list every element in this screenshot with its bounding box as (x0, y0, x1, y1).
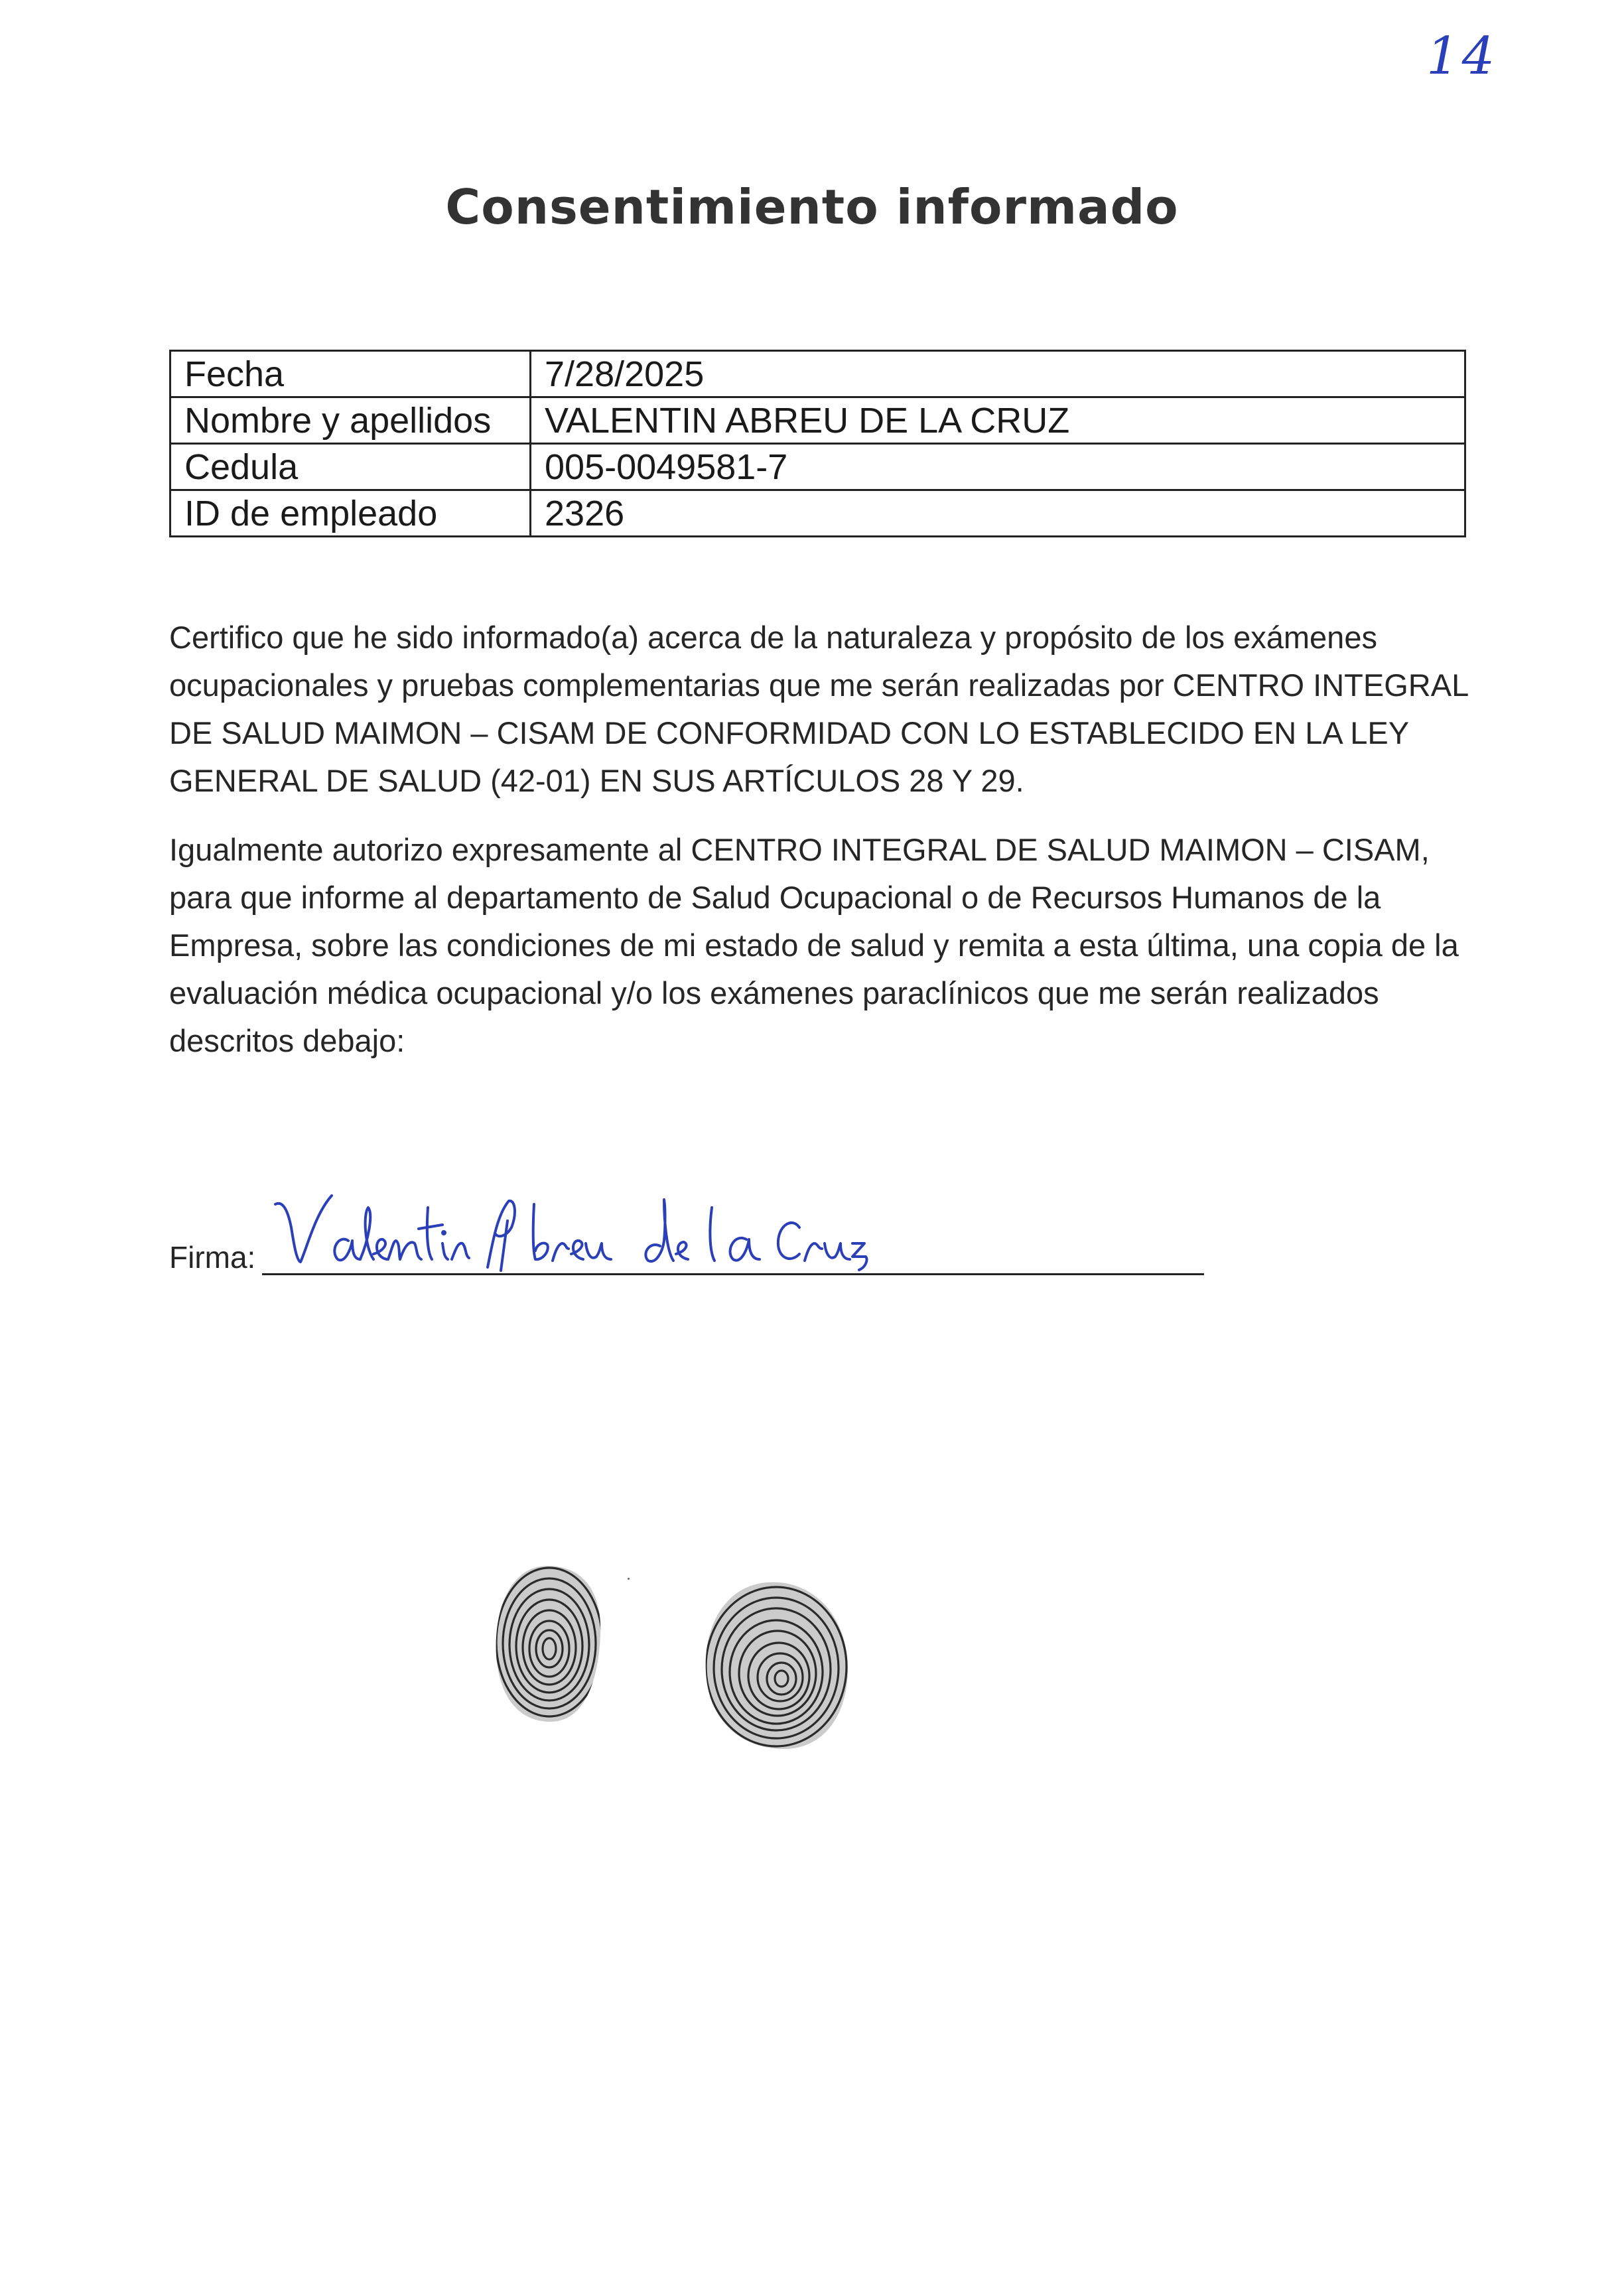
handwritten-signature (269, 1188, 932, 1274)
row-value-cedula: 005-0049581-7 (531, 444, 1465, 490)
row-label-cedula: Cedula (170, 444, 531, 490)
row-label-nombre: Nombre y apellidos (170, 397, 531, 444)
consent-paragraph-1: Certifico que he sido informado(a) acerca de la naturaleza y propósito de los exámenes ocupacionales y pruebas complementarias que me serán realizadas por CENTRO INTEGRAL DE SALUD MAIMON – CISAM DE CONFORMIDAD CON LO ESTABLECIDO EN LA LEY GENERAL DE SALUD (42-01) EN SUS ARTÍCULOS 28 Y 29. (169, 620, 1468, 798)
row-label-fecha: Fecha (170, 351, 531, 397)
table-row (170, 490, 1465, 537)
page-number-handwritten: 14 (1426, 27, 1498, 86)
info-table (169, 350, 1466, 537)
scan-speck (628, 1578, 630, 1580)
row-value-fecha: 7/28/2025 (531, 351, 1465, 397)
table-row (170, 397, 1465, 444)
fingerprint-left (491, 1563, 604, 1725)
consent-paragraph-2: Igualmente autorizo expresamente al CENTRO INTEGRAL DE SALUD MAIMON – CISAM, para que informe al departamento de Salud Ocupacional o de Recursos Humanos de la Empresa, sobre las condiciones de mi estado de salud y remita a esta última, una copia de la evaluación médica ocupacional y/o los exámenes paraclínicos que me serán realizados descritos debajo: (169, 832, 1459, 1058)
table-row (170, 351, 1465, 397)
signature-label: Firma: (169, 1240, 256, 1275)
row-value-nombre: VALENTIN ABREU DE LA CRUZ (531, 397, 1465, 444)
page-title: Consentimiento informado (445, 179, 1179, 235)
table-row (170, 444, 1465, 490)
row-value-id-empleado: 2326 (531, 490, 1465, 537)
signature-row (169, 1208, 1204, 1281)
fingerprint-right (702, 1579, 851, 1752)
row-label-id-empleado: ID de empleado (170, 490, 531, 537)
